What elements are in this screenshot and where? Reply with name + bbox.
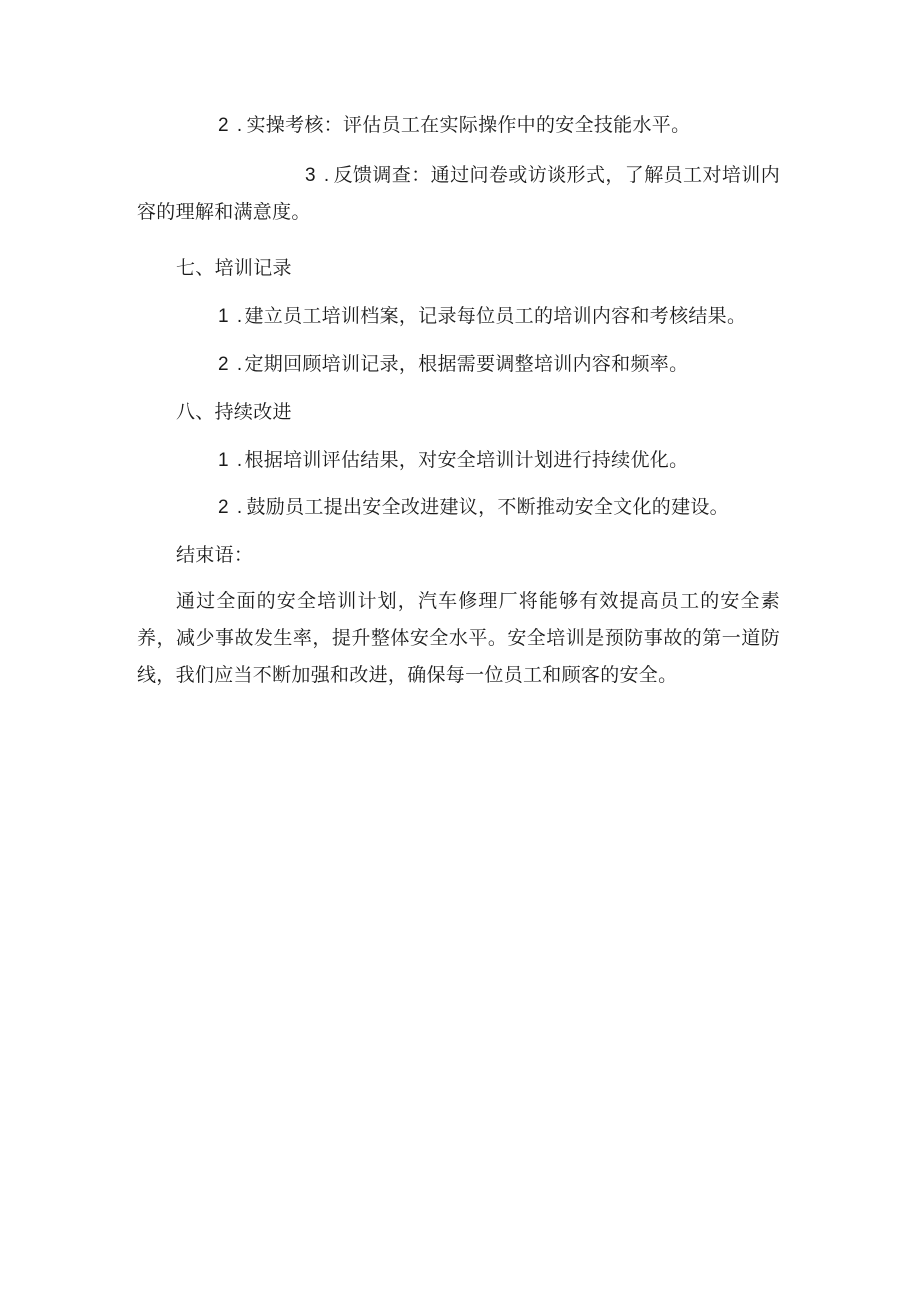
item-separator: . (236, 450, 243, 471)
item-number: 2 (218, 115, 229, 136)
item-number: 2 (218, 354, 229, 375)
item-text: 反馈调查：通过问卷或访谈形式，了解员工对培训内容的理解和满意度。 (137, 164, 780, 223)
item-separator: . (236, 497, 243, 518)
item-text: 实操考核：评估员工在实际操作中的安全技能水平。 (246, 114, 691, 136)
item-number: 2 (218, 497, 229, 518)
section-heading-training-records: 七、培训记录 (176, 257, 292, 279)
item-separator: . (236, 115, 243, 136)
conclusion-body: 通过全面的安全培训计划，汽车修理厂将能够有效提高员工的安全素养，减少事故发生率，提升整体安全水平。安全培训是预防事故的第一道防线，我们应当不断加强和改进，确保每一位员工和顾客的安全。 (137, 590, 780, 686)
item-separator: . (236, 354, 243, 375)
continuous-improvement-item-1 (218, 447, 688, 474)
training-records-item-1 (218, 303, 746, 330)
item-text: 根据培训评估结果，对安全培训计划进行持续优化。 (244, 449, 689, 471)
item-text: 建立员工培训档案，记录每位员工的培训内容和考核结果。 (244, 305, 747, 327)
item-number: 1 (218, 450, 229, 471)
evaluation-item-2 (218, 112, 690, 139)
item-separator: . (236, 306, 243, 327)
training-records-item-2 (218, 351, 688, 378)
conclusion-heading: 结束语： (176, 544, 254, 566)
item-text: 定期回顾培训记录，根据需要调整培训内容和频率。 (244, 353, 689, 375)
item-separator: . (323, 165, 330, 186)
section-heading-continuous-improvement: 八、持续改进 (176, 401, 292, 423)
item-text: 鼓励员工提出安全改进建议，不断推动安全文化的建设。 (246, 496, 729, 518)
continuous-improvement-item-2 (218, 494, 729, 521)
evaluation-item-3 (137, 157, 780, 231)
item-number: 3 (305, 165, 316, 186)
item-number: 1 (218, 306, 229, 327)
